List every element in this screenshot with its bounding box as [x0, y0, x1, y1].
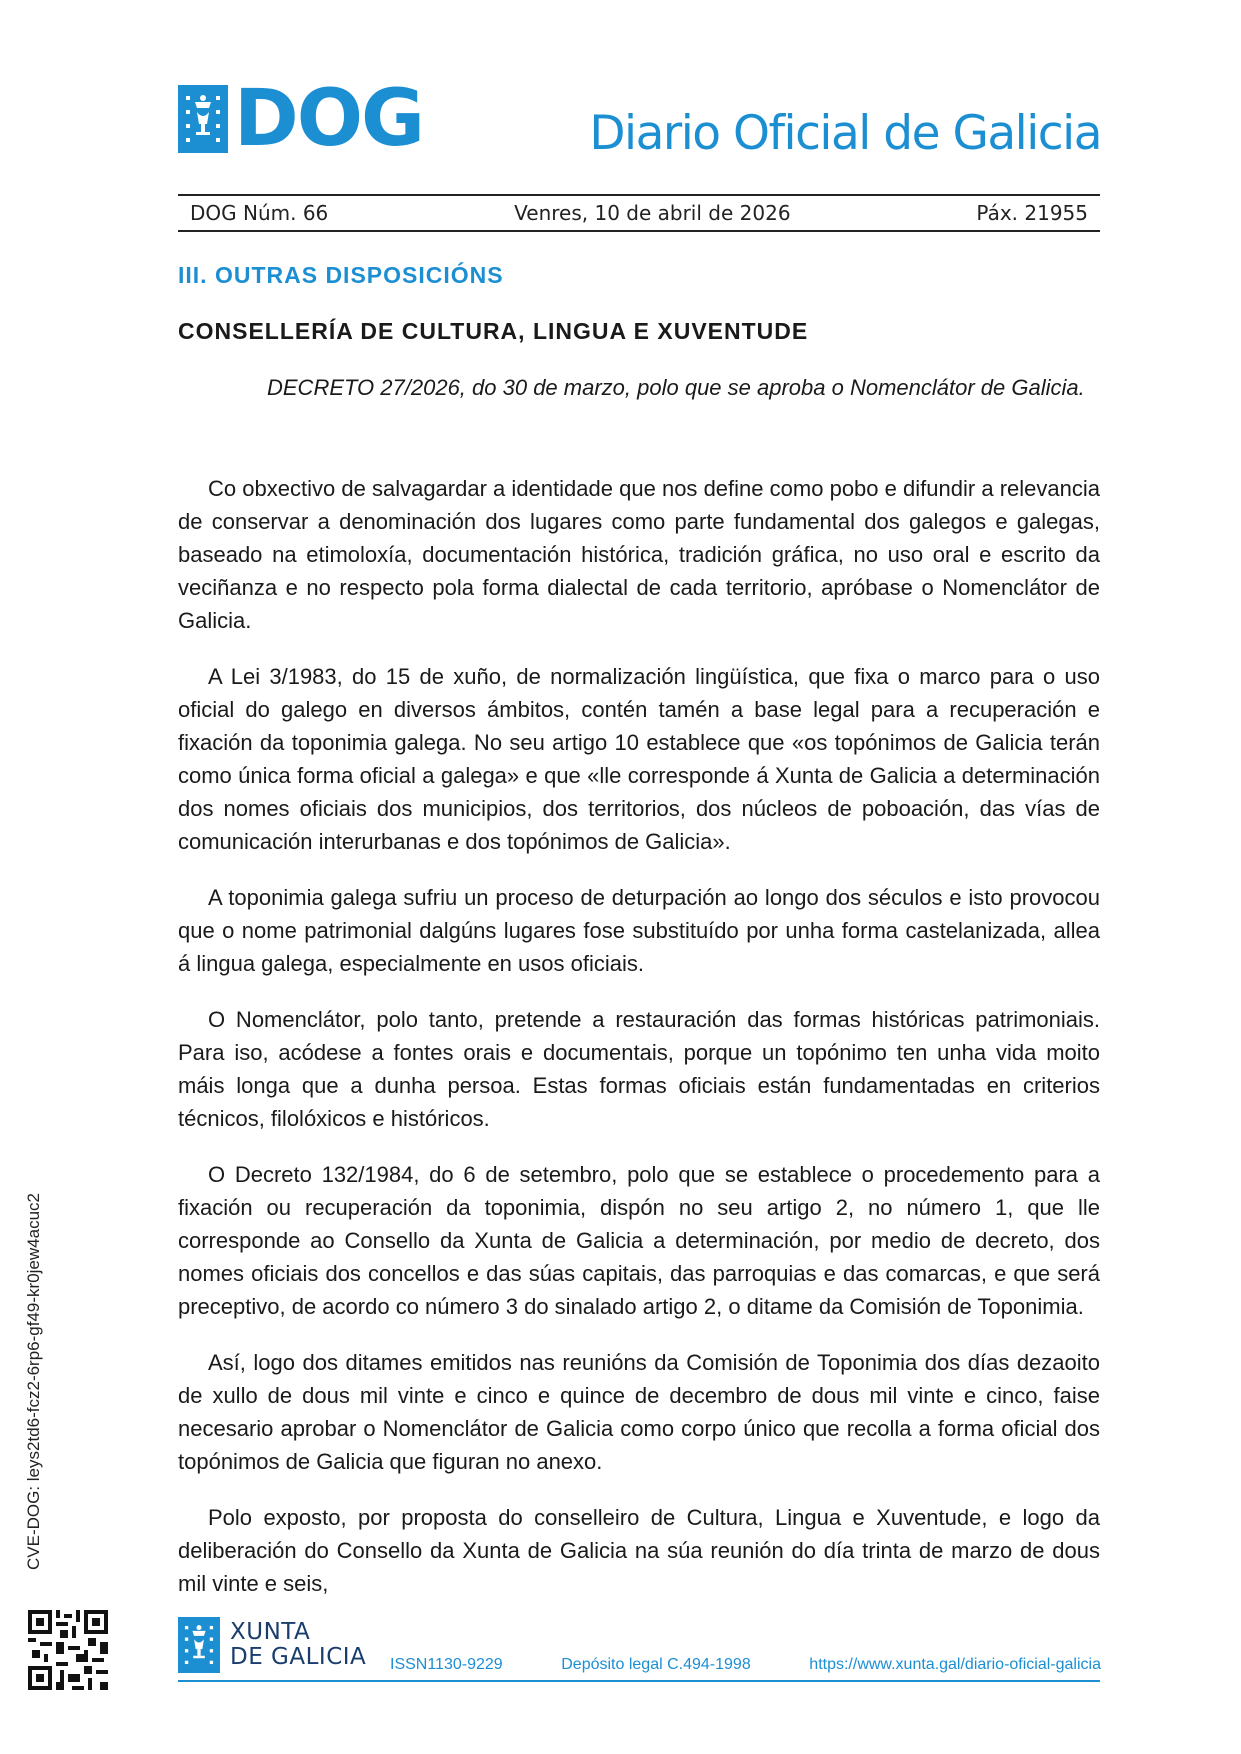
footer-meta	[390, 1656, 1101, 1674]
brand-line: XUNTA	[230, 1619, 311, 1645]
decree-title: DECRETO 27/2026, do 30 de marzo, polo que se aproba o Nomenclátor de Galicia.	[267, 375, 1085, 400]
legal-deposit: Depósito legal C.494-1998	[561, 1656, 751, 1673]
logo-text: DOG	[234, 74, 424, 164]
paragraph: Así, logo dos ditames emitidos nas reunións da Comisión de Toponimia dos días dezaoito de xullo de dous mil vinte e cinco e quince de decembro de dous mil vinte e cinco, faise necesario aprobar o Nomenclátor de Galicia como corpo único que recolla a forma oficial dos topónimos de Galicia que figuran no anexo.	[178, 1350, 1100, 1474]
galicia-shield-icon	[178, 85, 228, 153]
paragraph: A toponimia galega sufriu un proceso de deturpación ao longo dos séculos e isto provocou que o nome patrimonial dalgúns lugares fose substituído por unha forma castelanizada, allea á lingua galega, especialmente en usos oficiais.	[178, 885, 1100, 976]
xunta-brand	[230, 1620, 366, 1670]
paragraph: Polo exposto, por proposta do conselleiro de Cultura, Lingua e Xuventude, e logo da deliberación do Consello da Xunta de Galicia na súa reunión do día trinta de marzo de dous mil vinte e seis,	[178, 1505, 1100, 1596]
brand-line: DE GALICIA	[230, 1644, 367, 1670]
issue-date: Venres, 10 de abril de 2026	[514, 201, 791, 225]
masthead-title: Diario Oficial de Galicia	[589, 106, 1101, 161]
xunta-logo	[178, 1617, 366, 1673]
verification-code: CVE-DOG: leys2td6-fcz2-6rp6-gf49-kr0jew4acuc2	[24, 1193, 43, 1570]
section-label: III. OUTRAS DISPOSICIÓNS	[178, 262, 504, 288]
issn: ISSN1130-9229	[390, 1656, 503, 1673]
paragraph: A Lei 3/1983, do 15 de xuño, de normalización lingüística, que fixa o marco para o uso oficial do galego en diversos ámbitos, contén tamén a base legal para a recuperación e fixación da toponimia galega. No seu artigo 10 establece que «os topónimos de Galicia terán como única forma oficial a galega» e que «lle corresponde á Xunta de Galicia a determinación dos nomes oficiais dos municipios, dos territorios, dos núcleos de poboación, das vías de comunicación interurbanas e dos topónimos de Galicia».	[178, 664, 1100, 854]
issue-header	[178, 194, 1100, 232]
page-number: Páx. 21955	[976, 201, 1088, 225]
galicia-shield-icon	[178, 1617, 220, 1673]
paragraph: Co obxectivo de salvagardar a identidade que nos define como pobo e difundir a relevancia de conservar a denominación dos lugares como parte fundamental dos galegos e galegas, baseado na etimoloxía, documentación histórica, tradición gráfica, no uso oral e escrito da veciñanza e no respecto pola forma dialectal de cada territorio, apróbase o Nomenclátor de Galicia.	[178, 476, 1100, 633]
dog-logo	[178, 74, 424, 164]
footer-divider	[178, 1680, 1100, 1682]
department-heading: CONSELLERÍA DE CULTURA, LINGUA E XUVENTUDE	[178, 318, 809, 344]
issue-number: DOG Núm. 66	[190, 201, 329, 225]
document-body	[178, 472, 1100, 1623]
qr-code-icon	[28, 1610, 108, 1690]
footer-url-link[interactable]: https://www.xunta.gal/diario-oficial-galicia	[809, 1656, 1101, 1673]
paragraph: O Decreto 132/1984, do 6 de setembro, polo que se establece o procedemento para a fixación ou recuperación da toponimia, dispón no seu artigo 2, no número 1, que lle corresponde ao Consello da Xunta de Galicia a determinación, por medio de decreto, dos nomes oficiais dos concellos e das súas capitais, das parroquias e das comarcas, e que será preceptivo, de acordo co número 3 do sinalado artigo 2, o ditame da Comisión de Toponimia.	[178, 1162, 1100, 1319]
paragraph: O Nomenclátor, polo tanto, pretende a restauración das formas históricas patrimoniais. Para iso, acódese a fontes orais e documentais, porque un topónimo ten unha vida moito máis longa que a dunha persoa. Estas formas oficiais están fundamentadas en criterios técnicos, filolóxicos e históricos.	[178, 1007, 1100, 1131]
